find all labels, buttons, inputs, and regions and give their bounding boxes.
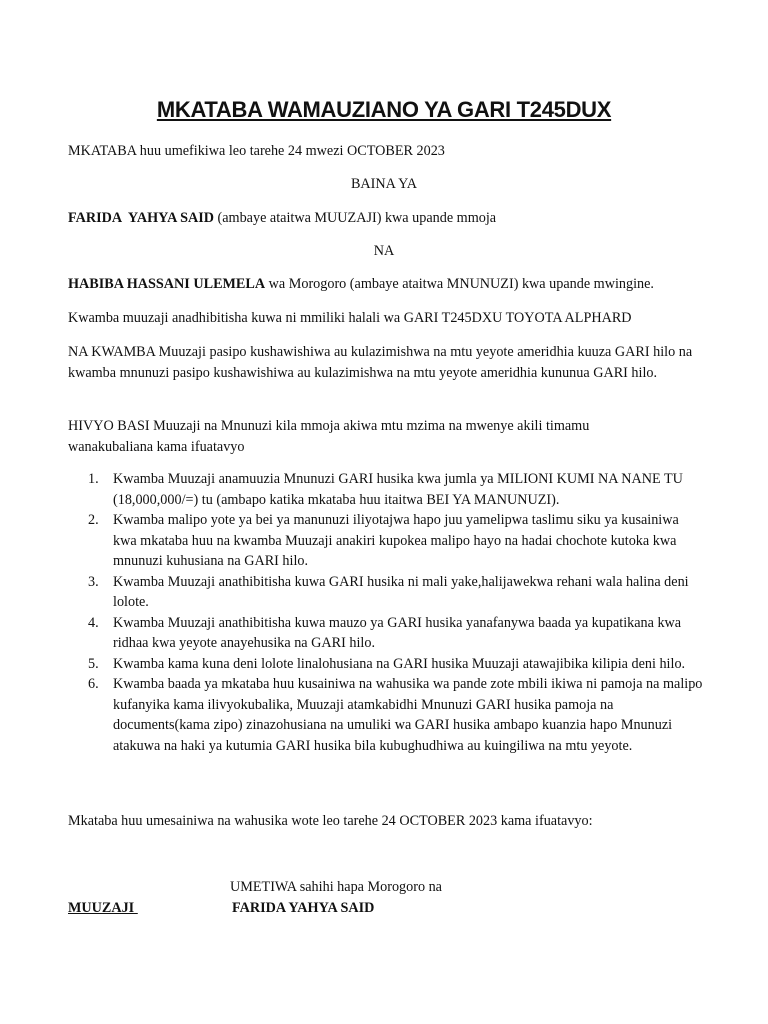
seller-party-line (68, 208, 700, 229)
list-item-text: Kwamba Muuzaji anamuuzia Mnunuzi GARI husika kwa jumla ya MILIONI KUMI NA NANE TU (18,000,000/=) tu (ambapo katika mkataba huu itaitwa BEI YA MANUNUZI). (113, 471, 683, 508)
na-kwamba-paragraph: NA KWAMBA Muuzaji pasipo kushawishiwa au kulazimishwa na mtu yeyote ameridhia kuuza GARI hilo na kwamba mnunuzi pasipo kushawishiwa au kulazimishwa na mtu yeyote ameridhia kununua GARI hilo. (68, 344, 693, 381)
list-item-text: Kwamba baada ya mkataba huu kusainiwa na wahusika wa pande zote mbili ikiwa ni pamoja na malipo kufanyika kama ilivyokubalika, Muuzaji atamkabidhi Mnunuzi GARI husika pamoja na documents(kama zipo) zinazohusiana na umuliki wa GARI husika ambapo kuanzia hapo Mnunuzi atakuwa na haki ya kutumia GARI husika bila kubughudhiwa au kuingiliwa na mtu yeyote. (113, 676, 703, 754)
list-item-number: 1. (88, 471, 99, 487)
na-separator: NA (373, 243, 395, 259)
hivyo-basi-paragraph: HIVYO BASI Muuzaji na Mnunuzi kila mmoja akiwa mtu mzima na mwenye akili timamu wanakubaliana kama ifuatavyo (68, 418, 590, 455)
list-item (68, 654, 693, 675)
signed-statement: Mkataba huu umesainiwa na wahusika wote leo tarehe 24 OCTOBER 2023 kama ifuatavyo: (68, 813, 593, 829)
list-item-text: Kwamba Muuzaji anathibitisha kuwa GARI husika ni mali yake,halijawekwa rehani wala halina deni lolote. (113, 573, 689, 610)
list-item (68, 613, 693, 654)
buyer-party-line (68, 274, 700, 295)
muuzaji-name: FARIDA YAHYA SAID (232, 900, 375, 916)
list-item (68, 674, 703, 756)
list-item-text: Kwamba kama kuna deni lolote linalohusiana na GARI husika Muuzaji atawajibika kilipia deni hilo. (113, 655, 686, 672)
list-item-number: 2. (88, 512, 99, 528)
list-item-text: Kwamba malipo yote ya bei ya manunuzi iliyotajwa hapo juu yamelipwa taslimu siku ya kusainiwa kwa mkataba huu na kwamba Muuzaji anakiri kupokea malipo hayo na hadai chochote kutoka kwa mnunuzi kuhusiana na GARI hilo. (113, 512, 679, 569)
baina-ya-heading: BAINA YA (350, 176, 418, 192)
ownership-statement: Kwamba muuzaji anadhibitisha kuwa ni mmiliki halali wa GARI T245DXU TOYOTA ALPHARD (68, 310, 632, 326)
buyer-name: HABIBA HASSANI ULEMELA (68, 276, 266, 292)
list-item-number: 4. (88, 614, 99, 631)
list-item (68, 572, 698, 613)
list-item (68, 469, 703, 510)
list-item-text: Kwamba Muuzaji anathibitisha kuwa mauzo ya GARI husika yanafanywa baada ya kupatikana kwa ridhaa kwa yeyote anayehusika na GARI hilo. (113, 614, 682, 651)
buyer-role: wa Morogoro (ambaye ataitwa MNUNUZI) kwa upande mwingine. (265, 276, 654, 292)
list-item-number: 5. (88, 655, 99, 672)
list-item (68, 510, 681, 572)
terms-list (68, 469, 703, 756)
list-item-number: 3. (88, 573, 99, 590)
intro-line: MKATABA huu umefikiwa leo tarehe 24 mwezi OCTOBER 2023 (68, 143, 445, 159)
muuzaji-label: MUUZAJI (68, 900, 138, 916)
umetiwa-line: UMETIWA sahihi hapa Morogoro na (230, 879, 442, 895)
document-title: MKATABA WAMAUZIANO YA GARI T245DUX (156, 97, 612, 122)
seller-name: FARIDA YAHYA SAID (68, 210, 214, 226)
muuzaji-name-line (232, 898, 632, 919)
list-item-number: 6. (88, 676, 99, 692)
seller-role: (ambaye ataitwa MUUZAJI) kwa upande mmoja (213, 210, 497, 226)
